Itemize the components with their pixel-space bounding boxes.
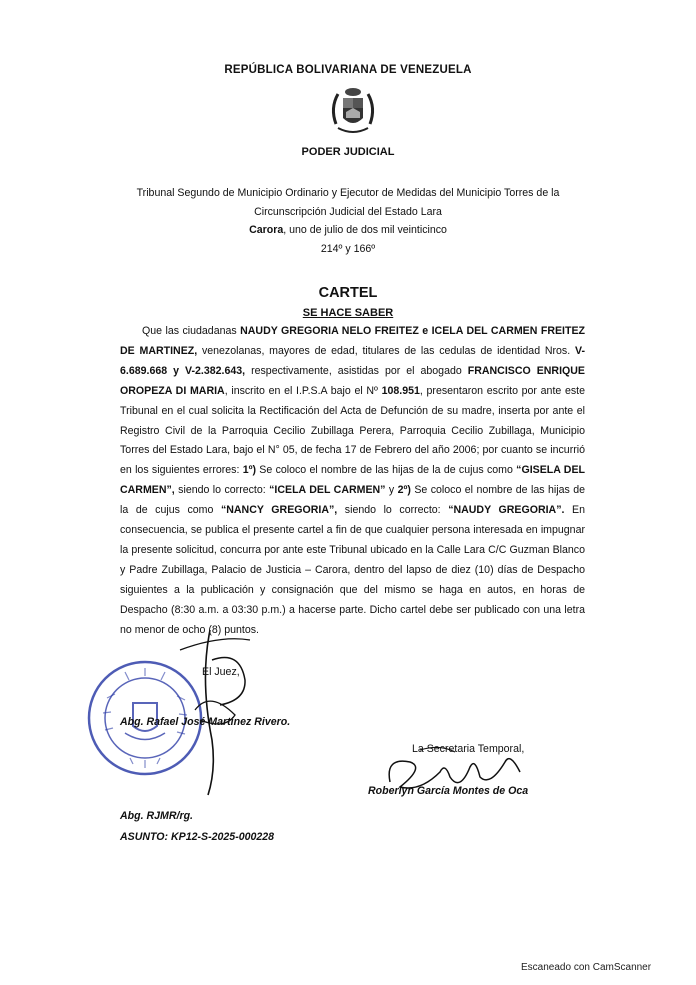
body-text: siendo lo correcto: <box>174 484 270 497</box>
judicial-power-heading: PODER JUDICIAL <box>301 146 395 158</box>
reference-initials: Abg. RJMR/rg. <box>120 810 193 822</box>
court-name: Tribunal Segundo de Municipio Ordinario y Ejecutor de Medidas del Municipio Torres de la <box>136 187 560 199</box>
court-date-text: , uno de julio de dos mil veinticinco <box>283 224 447 236</box>
coat-of-arms-icon <box>328 86 378 138</box>
court-block <box>0 184 696 258</box>
republic-heading: REPÚBLICA BOLIVARIANA DE VENEZUELA <box>224 64 472 76</box>
error-number-1: 1º) <box>242 464 257 477</box>
body-text: Se coloco el nombre de las hijas de la de cujus como <box>256 464 517 477</box>
court-date <box>0 221 696 240</box>
body-text: , presentaron escrito por ante este Tribunal en el cual solicita la Rectificación del Acta de Defunción de su madre, inserta por ante el Registro Civil de la Parroquia Cecilio Zubillaga Perera, Parroquia Cecilio Zubillaga, Municipio Torres del Estado Lara, bajo el N° 05, de fecha 17 de Febrero del año 2006; por cuanto se incurrió en los siguientes errores: <box>120 384 585 477</box>
correct-name-2: “NAUDY GREGORIA”. <box>448 504 565 517</box>
secretary-label: La Secretaria Temporal, <box>412 743 525 755</box>
secretary-name: Roberlyn García Montes de Oca <box>368 785 529 797</box>
correct-name-1: “ICELA DEL CARMEN” <box>269 484 386 497</box>
applicant-names: NAUDY GREGORIA NELO FREITEZ e ICELA DEL CARMEN FREITEZ DE MARTINEZ, <box>120 325 585 357</box>
judge-label: El Juez, <box>202 666 240 678</box>
lawyer-name: FRANCISCO ENRIQUE OROPEZA DI MARIA <box>120 364 585 397</box>
body-text: En consecuencia, se publica el presente cartel a fin de que cualquier persona interesada en impugnar la presente solicitud, concurra por ante este Tribunal ubicado en la Calle Lara C/C Guzman Blanco y Padre Zubillaga, Palacio de Justicia – Carora, dentro del lapso de diez (10) días de Despacho siguientes a la publicación y consignación que del mismo se haga en autos, en horas de Despacho (8:30 a.m. a 03:30 p.m.) a hacerse parte. Dicho cartel debe ser publicado con una letra no menor de ocho (8) puntos. <box>120 504 585 636</box>
judge-signature-icon <box>150 620 270 800</box>
body-text: Que las ciudadanas <box>142 325 241 337</box>
court-city: Carora <box>249 224 284 236</box>
body-text: siendo lo correcto: <box>337 504 449 517</box>
scanner-watermark: Escaneado con CamScanner <box>521 962 652 973</box>
error-number-2: 2º) <box>397 484 411 497</box>
body-text: Se coloco el nombre de las hijas de la de cujus como <box>120 484 585 517</box>
wrong-name-1: “GISELA DEL CARMEN”, <box>120 464 585 497</box>
case-subject: ASUNTO: KP12-S-2025-000228 <box>120 831 275 843</box>
body-text: venezolanas, mayores de edad, titulares de las cedulas de identidad Nros. <box>197 344 575 357</box>
body-text: , inscrito en el I.P.S.A bajo el Nº <box>224 384 382 397</box>
judge-name: Abg. Rafael José Martinez Rivero. <box>120 716 291 728</box>
notice-subtitle: SE HACE SABER <box>302 307 394 319</box>
notice-title: CARTEL <box>318 285 378 301</box>
notice-body <box>120 322 585 641</box>
ipsa-number: 108.951 <box>381 384 420 397</box>
court-jurisdiction: Circunscripción Judicial del Estado Lara <box>254 205 442 218</box>
court-years: 214º y 166º <box>320 242 376 255</box>
id-numbers: V-6.689.668 y V-2.382.643, <box>120 344 585 377</box>
wrong-name-2: “NANCY GREGORIA”, <box>220 504 338 517</box>
body-text: y <box>385 484 398 497</box>
body-text: respectivamente, asistidas por el abogado <box>245 364 468 377</box>
